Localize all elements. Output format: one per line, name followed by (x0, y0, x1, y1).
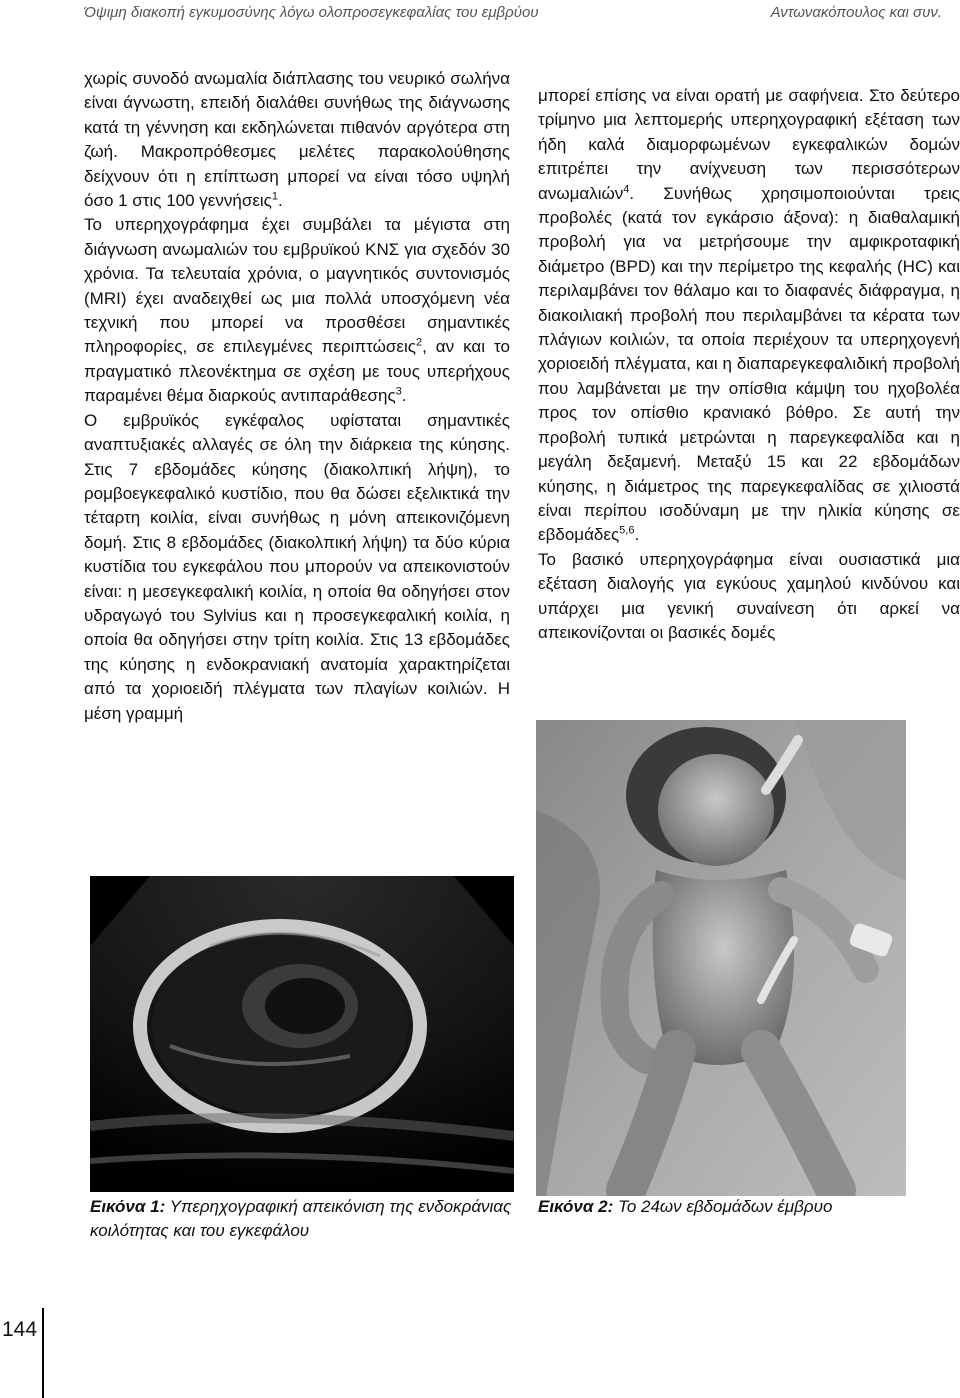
text-run: . (401, 386, 407, 406)
right-text-column (538, 84, 960, 645)
ultrasound-image (90, 876, 514, 1192)
text-run: Το υπερηχογράφημα έχει συμβάλει τα μέγιστα στη διάγνωση ανωμαλιών του εμβρυϊκού ΚΝΣ για σχεδόν 30 χρόνια. Τα τελευταία χρόνια, ο μαγνητικός συντονισμός (MRI) έχει αναδειχθεί ως μια πολλά υποσχόμενη νέα τεχνική που μπορεί να προσθέσει σημαντικές πληροφορίες, σε επιλεγμένες περιπτώσεις (84, 215, 510, 357)
text-run: , αν και το πραγματικό πλεονέκτημα σε σχέση με τους υπερήχους παραμένει θέμα διαρκούς αντιπαράθεσης (84, 337, 510, 406)
ultrasound-graphic (90, 876, 514, 1192)
fetus-photograph (536, 720, 906, 1196)
figure2-label: Εικόνα 2: (538, 1197, 614, 1216)
text-run: . Συνήθως χρησιμοποιούνται τρεις προβολές (κατά τον εγκάρσιο άξονα): η διαθαλαμική προβολή για να μετρήσουμε την αμφικροταφική διάμετρο (BPD) και την περίμετρο της κεφαλής (HC) και περιλαμβάνει τον θάλαμο και το διαφανές διάφραγμα, η διακοιλιακή προβολή που περιλαμβάνει τα κέρατα των πλάγιων κοιλιών, τα οποία περιέχουν τα υπερηχογενή χοριοειδή πλέγματα, και η διαπαρεγκεφαλιδική προβολή που λαμβάνεται με την οπίσθια κάμψη του ηχοβολέα προς τον οπίσθιο κρανιακό βόθρο. Σε αυτή την προβολή τυπικά μετρώνται η παρεγκεφαλίδα και η μεγάλη δεξαμενή. Μεταξύ 15 και 22 εβδομάδων κύησης, η διάμετρος της παρεγκεφαλίδας σε χιλιοστά είναι περίπου ισοδύναμη με την ηλικία κύησης σε εβδομάδες (538, 183, 960, 545)
text-run: μπορεί επίσης να είναι ορατή με σαφήνεια. Στο δεύτερο τρίμηνο μια λεπτομερής υπερηχογραφική εξέταση των ήδη καλά διαμορφωμένων εγκεφαλικών δομών επιτρέπει την ανίχνευση των περισσότερων ανωμαλιών (538, 86, 960, 203)
figure2-caption (538, 1195, 958, 1219)
running-header-authors: Αντωνακόπουλος και συν. (770, 4, 942, 21)
text-run: χωρίς συνοδό ανωμαλία διάπλασης του νευρικό σωλήνα είναι άγνωστη, επειδή διαλάθει συνήθως της διάγνωσης κατά τη γέννηση και εκδηλώνεται πιθανόν αργότερα στη ζωή. Μακροπρόθεσμες μελέτες παρακολούθησης δείχνουν ότι η επίπτωση μπορεί να είναι τόσο υψηλή όσο 1 στις 100 γεννήσεις (84, 69, 510, 211)
fetus-graphic (536, 720, 906, 1196)
paragraph: Ο εμβρυϊκός εγκέφαλος υφίσταται σημαντικές αναπτυξιακές αλλαγές σε όλη την διάρκεια της κύησης. Στις 7 εβδομάδες κύησης (διακολπική λήψη), το ρομβοεγκεφαλικό κυστίδιο, που θα δώσει εξελικτικά την τέταρτη κοιλία, είναι συνήθως η μόνη απεικονιζόμενη δομή. Στις 8 εβδομάδες (διακολπική λήψη) τα δύο κύρια κυστίδια του εγκεφάλου που μπορούν να απεικονιστούν είναι: η μεσεγκεφαλική κοιλία, η οποία θα οδηγήσει στον υδραγωγό του Sylvius και η προσεγκεφαλική κοιλία, η οποία θα οδηγήσει στην τρίτη κοιλία. Στις 13 εβδομάδες της κύησης η ενδοκρανιακή ανατομία χαρακτηρίζεται από τα χοριοειδή πλέγματα των πλαγίων κοιλιών. Η μέση γραμμή (84, 410, 510, 723)
figure2-caption-text: Το 24ων εβδομάδων έμβρυο (613, 1197, 833, 1216)
paragraph: Το βασικό υπερηχογράφημα είναι ουσιαστικά μια εξέταση διαλογής για εγκύους χαμηλού κινδύνου και υπάρχει μια γενική συναίνεση ότι αρκεί να απεικονίζονται οι βασικές δομές (538, 549, 960, 642)
figure1-caption (90, 1195, 514, 1243)
running-header-title: Όψιμη διακοπή εγκυμοσύνης λόγω ολοπροσεγκεφαλίας του εμβρύου (84, 4, 539, 21)
reference-superscript: 2 (415, 336, 423, 349)
left-text-column (84, 67, 510, 726)
reference-superscript: 4 (623, 182, 630, 195)
text-run: . (634, 525, 640, 545)
text-run: . (278, 191, 283, 211)
figure1-label: Εικόνα 1: (90, 1197, 166, 1216)
page-number: 144 (2, 1318, 38, 1341)
figure1-caption-text: Υπερηχογραφική απεικόνιση της ενδοκράνιας κοιλότητας και του εγκεφάλου (90, 1197, 512, 1240)
reference-superscript: 5,6 (619, 524, 635, 537)
paragraph (84, 213, 510, 408)
paragraph (538, 84, 960, 548)
reference-superscript: 1 (271, 190, 278, 203)
page-number-rule (42, 1308, 44, 1398)
paragraph (84, 67, 510, 213)
reference-superscript: 3 (395, 385, 402, 398)
